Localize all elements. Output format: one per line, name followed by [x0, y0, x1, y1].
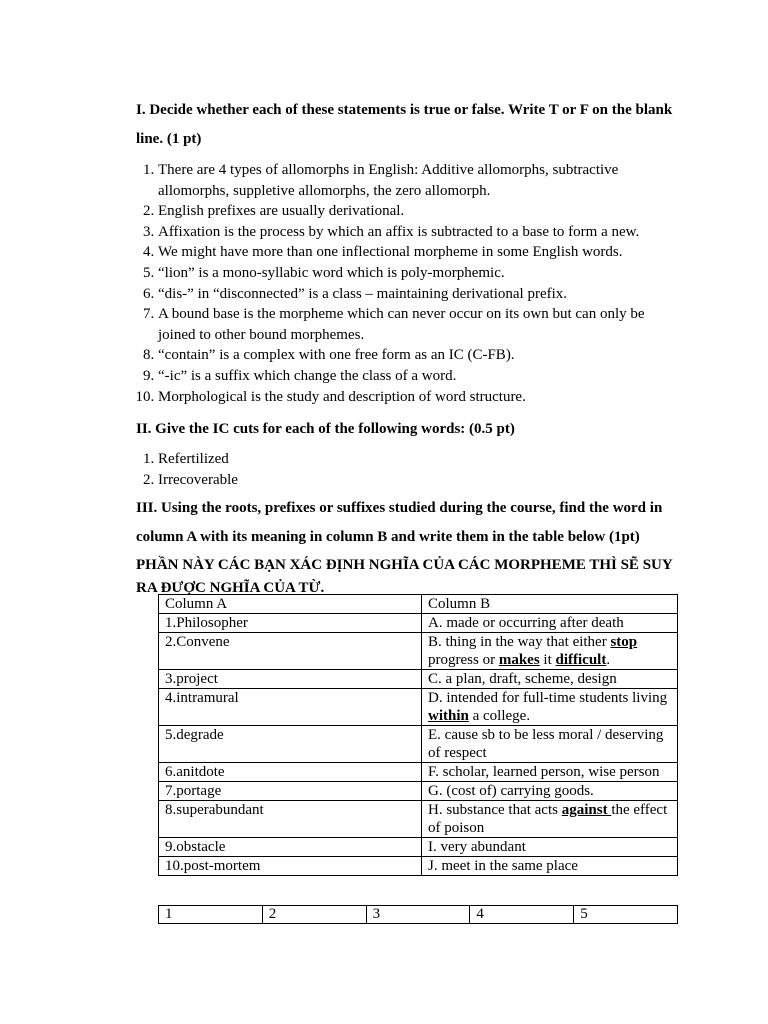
emphasis-text: against [561, 802, 612, 818]
text-part: D. intended for full-time students living [428, 690, 668, 706]
table-row [159, 782, 678, 801]
emphasis-text: within [428, 708, 469, 724]
column-b-cell [422, 689, 678, 726]
column-a-cell: 9.obstacle [159, 838, 422, 857]
text-part: a college. [468, 708, 531, 724]
answer-cell-2[interactable]: 2 [262, 906, 366, 924]
column-b-cell: J. meet in the same place [422, 857, 678, 876]
column-a-cell: 3.project [159, 670, 422, 689]
column-b-header: Column B [422, 595, 678, 614]
column-a-cell: 7.portage [159, 782, 422, 801]
emphasis-text: makes [498, 652, 540, 668]
table-row [159, 689, 678, 726]
list-item: 6. “dis-” in “disconnected” is a class – maintaining derivational prefix. [158, 284, 681, 305]
list-item: 8. “contain” is a complex with one free form as an IC (C-FB). [158, 345, 681, 366]
table-row [159, 838, 678, 857]
column-b-cell: F. scholar, learned person, wise person [422, 763, 678, 782]
section3-heading [136, 494, 681, 552]
section1-heading-line1: I. Decide whether each of these statements is true or false. Write T or F on the blank [136, 102, 673, 118]
text-part: it [539, 652, 556, 668]
table-row [159, 763, 678, 782]
table-row [159, 670, 678, 689]
answer-cell-5[interactable]: 5 [574, 906, 678, 924]
list-item: 2. English prefixes are usually derivational. [158, 201, 681, 222]
column-a-cell: 6.anitdote [159, 763, 422, 782]
column-a-cell: 8.superabundant [159, 801, 422, 838]
column-b-cell: G. (cost of) carrying goods. [422, 782, 678, 801]
column-a-cell: 5.degrade [159, 726, 422, 763]
column-b-cell: E. cause sb to be less moral / deserving of respect [422, 726, 678, 763]
text-part: H. substance that acts [428, 802, 562, 818]
column-b-cell: I. very abundant [422, 838, 678, 857]
list-item: 4. We might have more than one inflectional morpheme in some English words. [158, 242, 681, 263]
list-item: 3. Affixation is the process by which an affix is subtracted to a base to form a new. [158, 222, 681, 243]
answer-cell-3[interactable]: 3 [366, 906, 470, 924]
section1-heading [136, 96, 681, 154]
answer-cell-1[interactable]: 1 [159, 906, 263, 924]
list-item: 2. Irrecoverable [158, 470, 681, 491]
list-item: 1. There are 4 types of allomorphs in English: Additive allomorphs, subtractive allomorphs, suppletive allomorphs, the zero allomorph. [158, 160, 681, 201]
column-a-header: Column A [159, 595, 422, 614]
column-b-cell: C. a plan, draft, scheme, design [422, 670, 678, 689]
list-item: 10. Morphological is the study and description of word structure. [158, 387, 681, 408]
table-row [159, 906, 678, 924]
table-header-row [159, 595, 678, 614]
section1-heading-line2: line. (1 pt) [136, 131, 202, 147]
answer-table [158, 905, 678, 924]
list-item: 1. Refertilized [158, 449, 681, 470]
text-part: . [606, 652, 611, 668]
section3-note: PHẦN NÀY CÁC BẠN XÁC ĐỊNH NGHĨA CỦA CÁC MORPHEME THÌ SẼ SUY RA ĐƯỢC NGHĨA CỦA TỪ. [136, 557, 673, 597]
text-part: B. thing in the way that either [428, 634, 611, 650]
list-item: 7. A bound base is the morpheme which can never occur on its own but can only be joined to other bound morphemes. [158, 304, 681, 345]
table-row [159, 801, 678, 838]
table-row [159, 857, 678, 876]
ic-cuts-list [136, 449, 681, 490]
column-a-cell: 10.post-mortem [159, 857, 422, 876]
column-a-cell: 2.Convene [159, 633, 422, 670]
column-a-cell: 1.Philosopher [159, 614, 422, 633]
answer-cell-4[interactable]: 4 [470, 906, 574, 924]
list-item: 9. “-ic” is a suffix which change the class of a word. [158, 366, 681, 387]
section3-heading-line2: column A with its meaning in column B and write them in the table below (1pt) [136, 529, 640, 546]
table-row [159, 633, 678, 670]
column-b-cell [422, 633, 678, 670]
table-row [159, 726, 678, 763]
true-false-list [136, 160, 681, 407]
document-page [136, 96, 681, 600]
column-b-cell [422, 801, 678, 838]
column-b-cell: A. made or occurring after death [422, 614, 678, 633]
table-row [159, 614, 678, 633]
section3-heading-line1: III. Using the roots, prefixes or suffixes studied during the course, find the word in [136, 500, 663, 517]
text-part: the effect of poison [428, 802, 668, 836]
section2-heading: II. Give the IC cuts for each of the following words: (0.5 pt) [136, 421, 515, 438]
list-item: 5. “lion” is a mono-syllabic word which is poly-morphemic. [158, 263, 681, 284]
text-part: progress or [428, 652, 499, 668]
emphasis-text: difficult [555, 652, 607, 668]
column-a-cell: 4.intramural [159, 689, 422, 726]
emphasis-text: stop [610, 634, 638, 650]
matching-table [158, 594, 678, 876]
